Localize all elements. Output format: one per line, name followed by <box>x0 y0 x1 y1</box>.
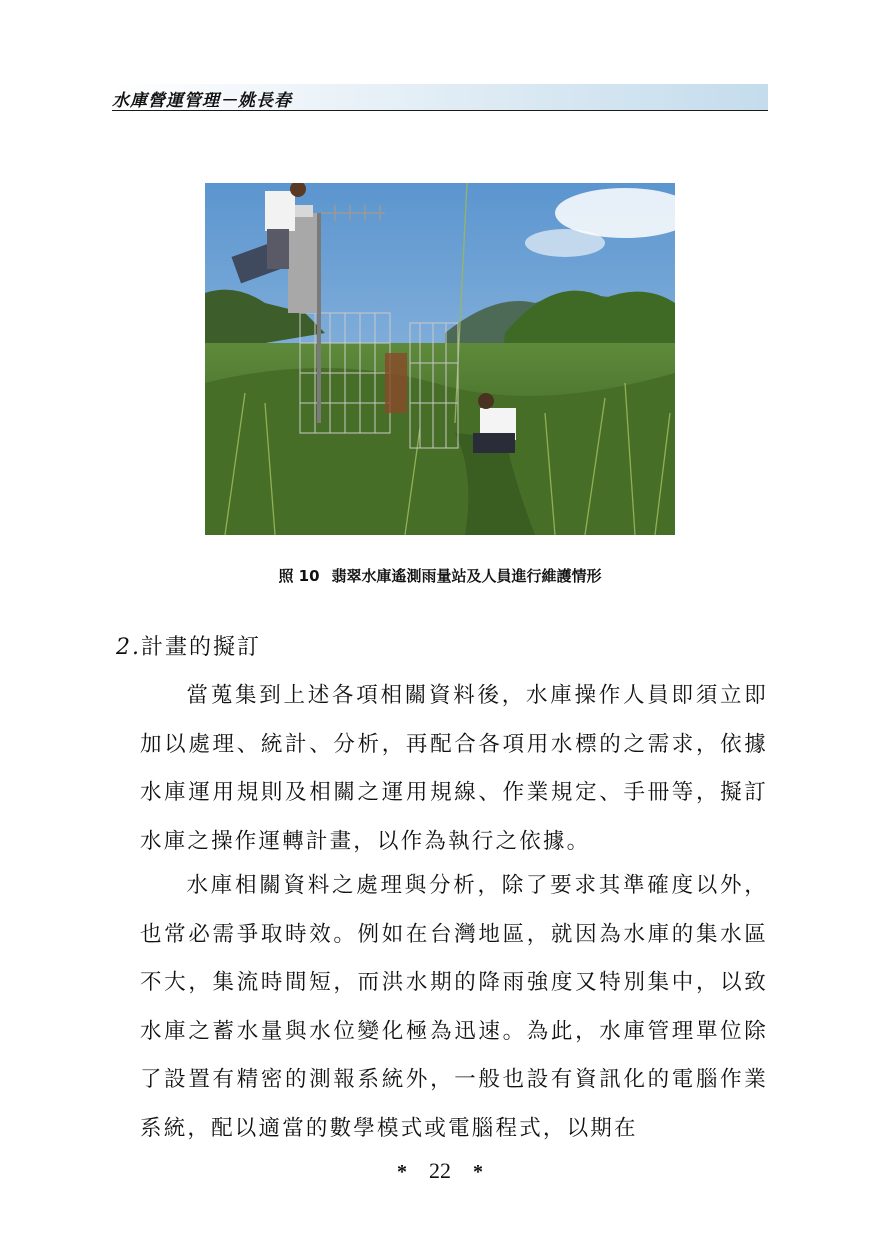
footer-ornament-left: * <box>397 1161 407 1183</box>
figure-caption-text: 翡翠水庫遙測雨量站及人員進行維護情形 <box>331 567 602 585</box>
page-number: 22 <box>429 1158 451 1183</box>
paragraph-1 <box>140 672 768 866</box>
section-heading <box>116 630 261 661</box>
page-footer <box>0 1158 880 1184</box>
figure-caption <box>0 565 880 586</box>
footer-ornament-right: * <box>473 1161 483 1183</box>
section-index: 2. <box>116 635 141 660</box>
figure-caption-number: 照 10 <box>278 567 320 585</box>
section-title: 計畫的擬訂 <box>141 635 262 660</box>
paragraph-1-text: 當蒐集到上述各項相關資料後，水庫操作人員即須立即加以處理、統計、分析，再配合各項用水標的之需求，依據水庫運用規則及相關之運用規線、作業規定、手冊等，擬訂水庫之操作運轉計畫，以作為執行之依據。 <box>140 683 768 854</box>
photo-illustration <box>205 183 675 535</box>
paragraph-2-text: 水庫相關資料之處理與分析，除了要求其準確度以外，也常必需爭取時效。例如在台灣地區，就因為水庫的集水區不大，集流時間短，而洪水期的降雨強度又特別集中，以致水庫之蓄水量與水位變化極為迅速。為此，水庫管理單位除了設置有精密的測報系統外，一般也設有資訊化的電腦作業系統，配以適當的數學模式或電腦程式，以期在 <box>140 873 768 1141</box>
running-title: 水庫營運管理－姚長春 <box>112 91 292 111</box>
figure-photo <box>205 183 675 535</box>
paragraph-2 <box>140 862 768 1153</box>
